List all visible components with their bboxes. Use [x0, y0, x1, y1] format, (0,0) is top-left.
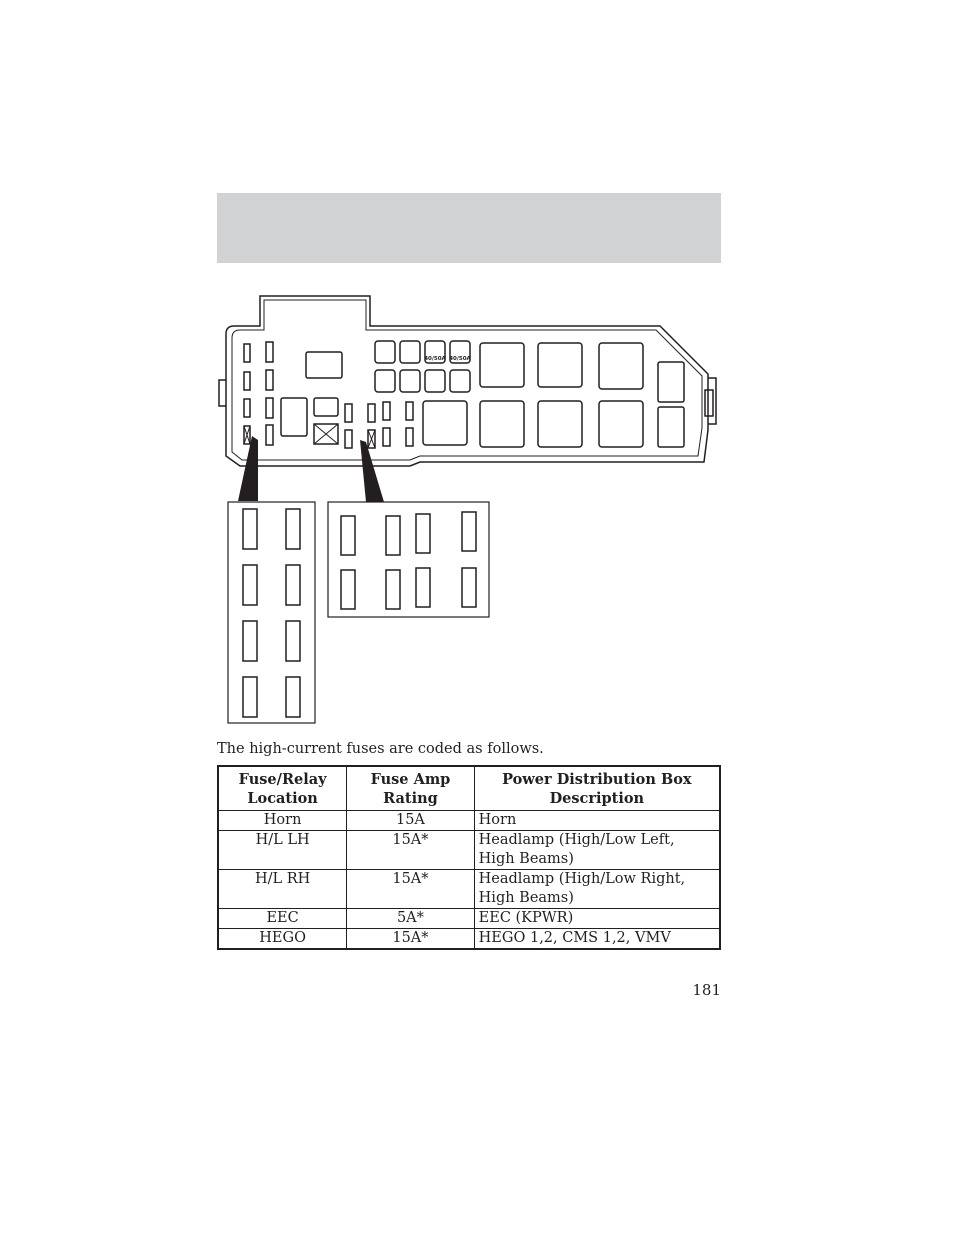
table-row	[218, 811, 720, 831]
maxi-fuse-label: 40/50A	[449, 356, 471, 362]
table-row	[218, 831, 720, 870]
cell-location: H/L LH	[218, 831, 347, 870]
table-row	[218, 929, 720, 950]
table-header-row	[218, 766, 720, 811]
cell-description: HEGO 1,2, CMS 1,2, VMV	[474, 929, 720, 950]
maxi-fuse-slots	[375, 341, 472, 392]
relay-slots-middle	[281, 352, 342, 444]
cell-rating: 15A*	[347, 831, 474, 870]
cell-location: HEGO	[218, 929, 347, 950]
cell-location: H/L RH	[218, 870, 347, 909]
cell-description: EEC (KPWR)	[474, 909, 720, 929]
cell-rating: 15A*	[347, 870, 474, 909]
maxi-fuse-label: 40/50A	[424, 356, 446, 362]
cell-location: EEC	[218, 909, 347, 929]
table-row	[218, 870, 720, 909]
mini-fuse-slots-left	[244, 342, 273, 445]
cell-description: Headlamp (High/Low Right, High Beams)	[474, 870, 720, 909]
detail-panel-right	[328, 502, 489, 617]
mini-fuse-slots-center	[345, 402, 413, 448]
cell-description: Horn	[474, 811, 720, 831]
cell-description: Headlamp (High/Low Left, High Beams)	[474, 831, 720, 870]
column-header-rating: Fuse Amp Rating	[347, 766, 474, 811]
power-distribution-box-diagram	[200, 290, 740, 730]
column-header-location: Fuse/Relay Location	[218, 766, 347, 811]
cell-location: Horn	[218, 811, 347, 831]
page-number: 181	[692, 981, 721, 999]
cell-rating: 15A	[347, 811, 474, 831]
high-current-fuse-table	[217, 765, 721, 950]
table-row	[218, 909, 720, 929]
cell-rating: 5A*	[347, 909, 474, 929]
cell-rating: 15A*	[347, 929, 474, 950]
column-header-description: Power Distribution Box Description	[474, 766, 720, 811]
detail-panel-left	[228, 502, 315, 723]
callout-pointers	[238, 436, 384, 502]
intro-text: The high-current fuses are coded as follows.	[217, 741, 544, 757]
section-header-band	[217, 193, 721, 263]
